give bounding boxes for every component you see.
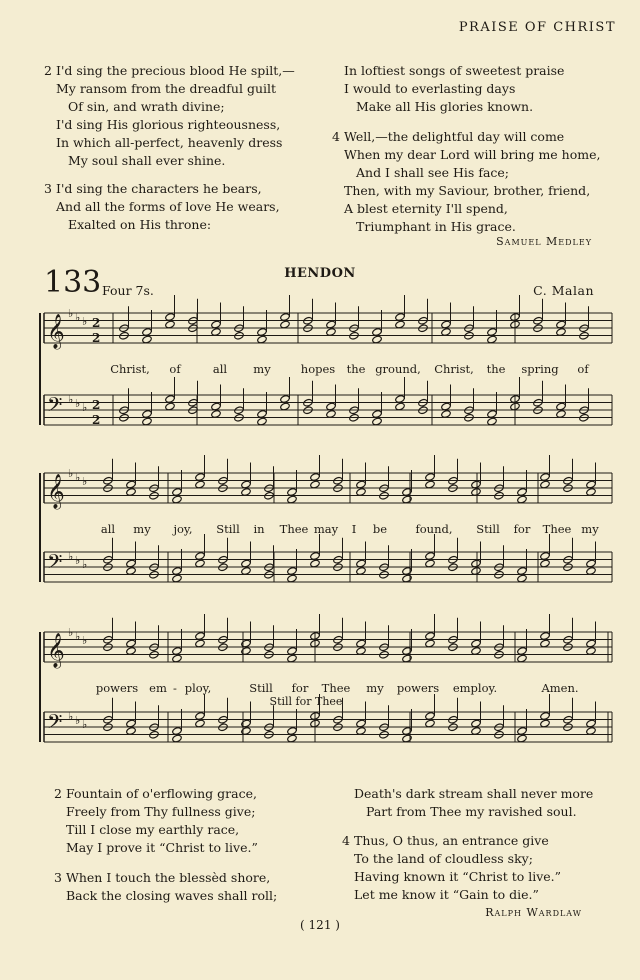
time-signature: 2: [92, 398, 101, 412]
stanza-line: Let me know it “Gain to die.”: [354, 887, 539, 902]
lyric-word: Still: [476, 522, 500, 536]
hymn-meter: Four 7s.: [102, 283, 154, 298]
lyric-word: spring: [521, 362, 559, 376]
lyric-word: for: [291, 681, 309, 695]
time-signature: 2: [92, 413, 101, 427]
lyric-word: my: [581, 522, 599, 536]
flat-icon: ♭: [68, 710, 74, 723]
flat-icon: ♭: [75, 397, 81, 410]
lyric-word: Thee: [542, 522, 572, 536]
stanza-number: 3: [54, 870, 62, 885]
page-number: ( 121 ): [300, 918, 340, 932]
stanza-line: I'd sing His glorious righteousness,: [56, 117, 281, 132]
tune-name: HENDON: [284, 266, 356, 281]
lyric-word: my: [133, 522, 151, 536]
lyric-word: powers: [95, 681, 139, 695]
prev-author: Samuel Medley: [496, 235, 592, 248]
stanza-line: Then, with my Saviour, brother, friend,: [344, 183, 591, 198]
stanza-number: 4: [342, 833, 350, 848]
lyric-word: Thee: [279, 522, 309, 536]
lyric-word: Still: [249, 681, 273, 695]
stanza-4: [342, 832, 561, 904]
flat-icon: ♭: [75, 714, 81, 727]
flat-icon: ♭: [68, 393, 74, 406]
flat-icon: ♭: [75, 630, 81, 643]
stanza-number: 2: [44, 63, 52, 78]
stanza-line: Having known it “Christ to live.”: [354, 869, 562, 884]
stanza-number: 3: [44, 181, 52, 196]
stanza-number: 4: [332, 129, 340, 144]
stanza-line: Exalted on His throne:: [68, 217, 212, 232]
bass-clef-icon: 𝄢: [47, 550, 63, 578]
lyric-word: I: [351, 522, 357, 536]
flat-icon: ♭: [82, 315, 88, 328]
stanza-line: My soul shall ever shine.: [68, 153, 226, 168]
lyric-word: Still: [216, 522, 240, 536]
stanza-line: And I shall see His face;: [356, 165, 510, 180]
treble-clef-icon: 𝄞: [47, 633, 65, 668]
stanza-line: When my dear Lord will bring me home,: [344, 147, 601, 162]
lyric-word: of: [577, 362, 589, 376]
page-header: PRAISE OF CHRIST: [458, 20, 616, 35]
stanza-2: [54, 785, 258, 857]
lyric-word: for: [513, 522, 531, 536]
stanza-line: My ransom from the dreadful guilt: [56, 81, 277, 96]
stanza-line: Till I close my earthly race,: [66, 822, 240, 837]
flat-icon: ♭: [75, 471, 81, 484]
stanza-line: And all the forms of love He wears,: [56, 199, 280, 214]
lyric-word: ploy,: [184, 681, 212, 695]
bass-clef-icon: 𝄢: [47, 710, 63, 738]
lyric-word: my: [253, 362, 271, 376]
lyric-word: joy,: [173, 522, 193, 536]
lyric-word: my: [366, 681, 384, 695]
lyric-word: all: [100, 522, 116, 536]
lyric-word: -: [173, 681, 177, 695]
lyric-word: all: [212, 362, 228, 376]
flat-icon: ♭: [75, 554, 81, 567]
stanza-line: May I prove it “Christ to live.”: [66, 840, 258, 855]
stanza-line: Part from Thee my ravished soul.: [366, 804, 577, 819]
lyric-word: be: [372, 522, 388, 536]
lyric-word: Thee: [321, 681, 351, 695]
flat-icon: ♭: [82, 634, 88, 647]
lyric-word: found,: [415, 522, 453, 536]
lyric-word: Christ,: [110, 362, 150, 376]
time-signature: 2: [92, 331, 101, 345]
flat-icon: ♭: [82, 558, 88, 571]
stanza-line: Well,—the delightful day will come: [344, 129, 565, 144]
bass-clef-icon: 𝄢: [47, 393, 63, 421]
stanza-3-cont: [342, 785, 593, 821]
stanza-line: To the land of cloudless sky;: [354, 851, 533, 866]
lyric-word: the: [346, 362, 366, 376]
hymn-number: 133: [44, 265, 102, 300]
lyric-word: of: [169, 362, 181, 376]
lyric-word: powers: [396, 681, 440, 695]
flat-icon: ♭: [82, 718, 88, 731]
stanza-line: I would to everlasting days: [344, 81, 516, 96]
treble-clef-icon: 𝄞: [47, 474, 65, 509]
stanza-line: Triumphant in His grace.: [356, 219, 516, 234]
lyric-word: employ.: [452, 681, 498, 695]
stanza-line: Of sin, and wrath divine;: [68, 99, 225, 114]
treble-clef-icon: 𝄞: [47, 314, 65, 349]
stanza-line: In which all-perfect, heavenly dress: [56, 135, 283, 150]
stanza-line: Thus, O thus, an entrance give: [354, 833, 549, 848]
lyric-word: Amen.: [541, 681, 579, 695]
stanza-line: Death's dark stream shall never more: [354, 786, 594, 801]
flat-icon: ♭: [75, 311, 81, 324]
stanza-line: Back the closing waves shall roll;: [66, 888, 278, 903]
composer: C. Malan: [533, 283, 594, 298]
flat-icon: ♭: [82, 401, 88, 414]
flat-icon: ♭: [82, 475, 88, 488]
stanza-line: Fountain of o'erflowing grace,: [66, 786, 257, 801]
stanza-line: I'd sing the precious blood He spilt,—: [56, 63, 295, 78]
alternate-lyric: Still for Thee: [269, 695, 343, 708]
stanza-line: A blest eternity I'll spend,: [344, 201, 508, 216]
stanza-line: In loftiest songs of sweetest praise: [344, 63, 565, 78]
flat-icon: ♭: [68, 307, 74, 320]
time-signature: 2: [92, 316, 101, 330]
flat-icon: ♭: [68, 467, 74, 480]
flat-icon: ♭: [68, 626, 74, 639]
lyric-word: Christ,: [434, 362, 474, 376]
lyric-word: in: [253, 522, 265, 536]
lyric-word: ground,: [375, 362, 421, 376]
stanza-line: Freely from Thy fullness give;: [66, 804, 256, 819]
lyric-word: may: [313, 522, 339, 536]
stanza-line: I'd sing the characters he bears,: [56, 181, 262, 196]
flat-icon: ♭: [68, 550, 74, 563]
author: Ralph Wardlaw: [485, 906, 582, 919]
stanza-3: [54, 869, 277, 905]
lyric-word: hopes: [300, 362, 336, 376]
stanza-line: When I touch the blessèd shore,: [66, 870, 271, 885]
lyric-word: the: [486, 362, 506, 376]
lyric-word: em: [149, 681, 167, 695]
stanza-line: Make all His glories known.: [356, 99, 534, 114]
stanza-number: 2: [54, 786, 62, 801]
